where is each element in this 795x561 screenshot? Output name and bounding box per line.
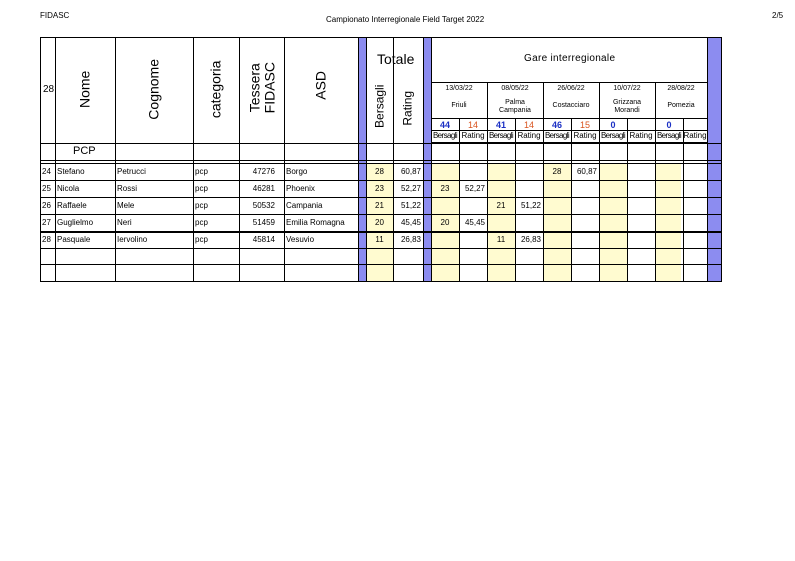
grid-line: [599, 82, 600, 281]
event-place: Friuli: [451, 102, 467, 109]
grid-line: [40, 248, 721, 249]
row-cognome: Iervolino: [117, 235, 148, 244]
row-total-rating: 52,27: [400, 184, 421, 193]
header-bersagli: Bersagli: [372, 84, 387, 128]
event-bersagli-label: Bersagli: [656, 131, 682, 140]
event-bersagli-count: 46: [551, 120, 562, 130]
header-totale: Totale: [377, 51, 415, 67]
event-date: 10/07/22: [613, 85, 641, 92]
grid-line: [40, 214, 721, 215]
event-rating-label: Rating: [683, 131, 707, 140]
row-event-bersagli: 28: [552, 167, 562, 176]
row-total-bersagli: 20: [375, 218, 384, 227]
event-place: Pomezia: [667, 102, 695, 109]
header-categoria: categoria: [207, 60, 224, 118]
row-total-bersagli: 11: [375, 235, 384, 244]
header-nome: Nome: [76, 70, 93, 108]
row-total-rating: 51,22: [400, 201, 421, 210]
row-event-bersagli: 21: [496, 201, 506, 210]
row-total-bersagli: 23: [375, 184, 384, 193]
event-bersagli-count: 44: [439, 120, 450, 130]
event-rating-label: Rating: [573, 131, 597, 140]
grid-line: [40, 163, 721, 164]
event-rating-label: Rating: [517, 131, 541, 140]
row-event-rating: 51,22: [520, 201, 541, 210]
grid-line: [358, 37, 359, 281]
grid-line: [431, 37, 432, 281]
row-event-rating: 26,83: [520, 235, 541, 244]
grid-line: [193, 37, 194, 281]
row-cognome: Neri: [117, 218, 132, 227]
row-event-bersagli: 23: [440, 184, 450, 193]
grid-line: [40, 197, 721, 198]
grid-line: [431, 118, 707, 119]
row-cognome: Rossi: [117, 184, 138, 193]
event-rating-count: 15: [579, 120, 590, 130]
event-rating-label: Rating: [629, 131, 653, 140]
row-categoria: pcp: [195, 167, 208, 176]
grid-line: [393, 37, 394, 281]
row-categoria: pcp: [195, 184, 208, 193]
row-nome: Guglielmo: [57, 218, 94, 227]
grid-line: [40, 160, 721, 161]
row-tessera: 46281: [252, 184, 275, 193]
row-position: 27: [42, 218, 51, 227]
event-bersagli-label: Bersagli: [544, 131, 570, 140]
event-date: 26/06/22: [557, 85, 585, 92]
event-rating-label: Rating: [461, 131, 485, 140]
header-tessera: Tessera FIDASC: [245, 62, 277, 114]
event-bersagli-count: 0: [666, 120, 672, 130]
grid-line: [423, 37, 424, 281]
row-cognome: Mele: [117, 201, 135, 210]
event-date: 28/08/22: [667, 85, 695, 92]
event-place: Grizzana Morandi: [612, 99, 641, 114]
row-event-bersagli: 11: [496, 235, 506, 244]
grid-line: [366, 37, 367, 281]
row-event-bersagli: 20: [440, 218, 450, 227]
row-total-bersagli: 28: [375, 167, 384, 176]
event-rating-count: 14: [523, 120, 534, 130]
row-position: 25: [42, 184, 51, 193]
header-rating: Rating: [400, 90, 415, 126]
event-place: Costacciaro: [552, 102, 590, 109]
total-count: 28: [43, 84, 55, 95]
row-position: 24: [42, 167, 51, 176]
grid-line: [707, 82, 708, 281]
row-cognome: Petrucci: [117, 167, 146, 176]
event-date: 13/03/22: [445, 85, 473, 92]
grid-line: [40, 143, 721, 144]
row-categoria: pcp: [195, 201, 208, 210]
row-nome: Stefano: [57, 167, 85, 176]
document-title: Campionato Interregionale Field Target 2022: [326, 15, 485, 24]
row-total-rating: 60,87: [400, 167, 421, 176]
event-rating-count: 14: [467, 120, 478, 130]
grid-line: [115, 37, 116, 281]
event-bersagli-label: Bersagli: [600, 131, 626, 140]
header-cognome: Cognome: [145, 58, 162, 120]
row-tessera: 50532: [252, 201, 275, 210]
row-event-rating: 52,27: [464, 184, 485, 193]
grid-line: [239, 37, 240, 281]
grid-line: [40, 180, 721, 181]
row-asd: Emilia Romagna: [286, 218, 345, 227]
header-gare: Gare interregionale: [524, 53, 616, 64]
event-bersagli-count: 0: [610, 120, 616, 130]
event-bersagli-count: 41: [495, 120, 506, 130]
grid-line: [40, 264, 721, 265]
row-position: 28: [42, 235, 51, 244]
row-tessera: 45814: [252, 235, 275, 244]
row-event-rating: 60,87: [576, 167, 597, 176]
grid-line: [284, 37, 285, 281]
row-nome: Raffaele: [57, 201, 87, 210]
grid-line: [55, 37, 56, 281]
row-asd: Vesuvio: [286, 235, 315, 244]
row-total-bersagli: 21: [375, 201, 384, 210]
row-position: 26: [42, 201, 51, 210]
grid-line: [40, 231, 721, 233]
grid-line: [543, 82, 544, 281]
org-name: FIDASC: [40, 11, 70, 20]
row-asd: Campania: [286, 201, 323, 210]
row-categoria: pcp: [195, 235, 208, 244]
event-place: Palma Campania: [499, 99, 531, 114]
row-nome: Pasquale: [57, 235, 91, 244]
grid-line: [487, 82, 488, 281]
row-total-rating: 26,83: [400, 235, 421, 244]
row-nome: Nicola: [57, 184, 80, 193]
event-bersagli-label: Bersagli: [432, 131, 458, 140]
row-asd: Borgo: [286, 167, 308, 176]
page-number: 2/5: [772, 11, 784, 20]
grid-line: [655, 82, 656, 281]
event-bersagli-label: Bersagli: [488, 131, 514, 140]
grid-line: [431, 82, 707, 83]
event-date: 08/05/22: [501, 85, 529, 92]
row-event-rating: 45,45: [464, 218, 485, 227]
row-asd: Phoenix: [286, 184, 315, 193]
row-tessera: 51459: [252, 218, 275, 227]
row-tessera: 47276: [252, 167, 275, 176]
header-asd: ASD: [312, 70, 329, 100]
row-total-rating: 45,45: [400, 218, 421, 227]
section-label: PCP: [73, 145, 96, 157]
row-categoria: pcp: [195, 218, 208, 227]
